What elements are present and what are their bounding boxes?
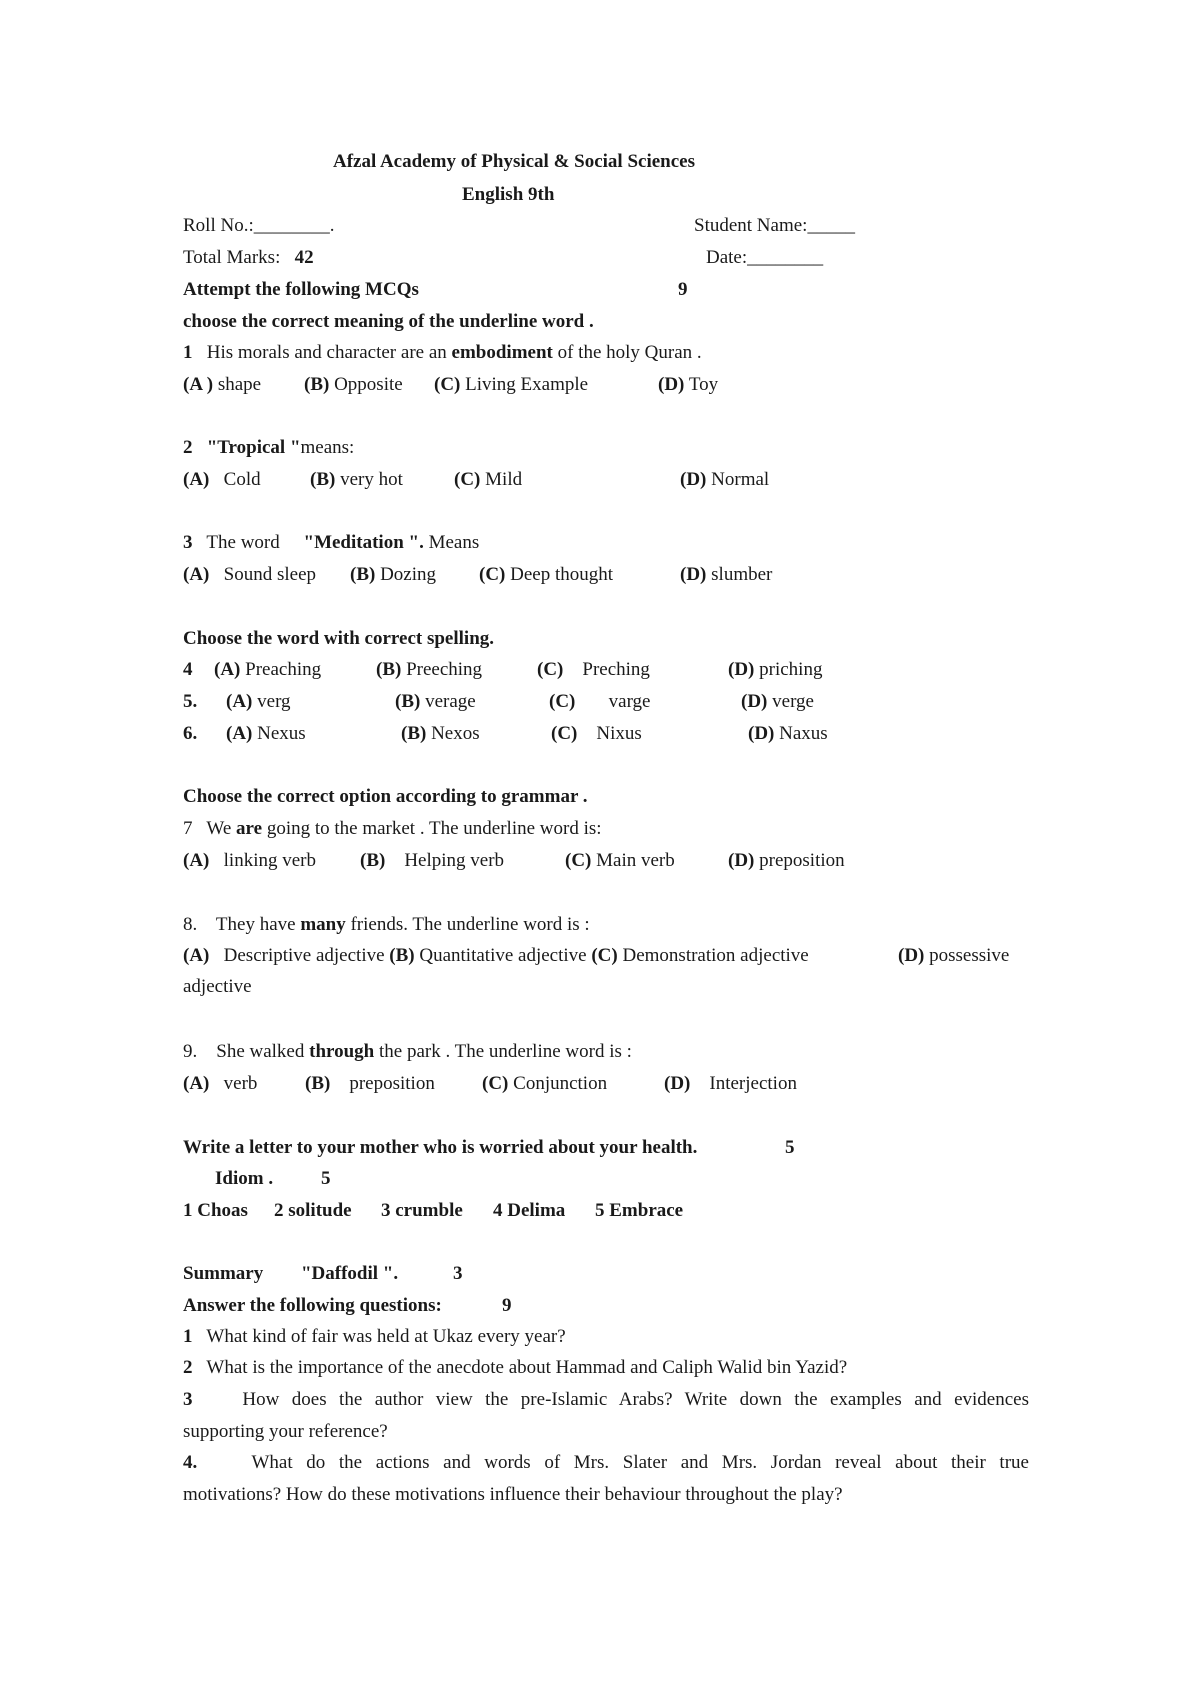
- q7-option-b: (B) Helping verb: [360, 850, 505, 871]
- question-5-number: 5.: [183, 691, 198, 712]
- questions-heading: Answer the following questions:: [183, 1295, 442, 1316]
- spelling-heading: Choose the word with correct spelling.: [183, 628, 495, 649]
- question-9: 9. She walked through the park . The underline word is :: [183, 1041, 632, 1062]
- q2-option-b: (B) very hot: [310, 469, 403, 490]
- q1-option-c: (C) Living Example: [434, 374, 589, 395]
- idiom-item-4: 4 Delima: [493, 1200, 566, 1221]
- q8-option-a: (A) Descriptive adjective: [183, 945, 385, 966]
- q8-option-d-wrap: adjective: [183, 976, 252, 997]
- summary-poem: "Daffodil ".: [301, 1263, 399, 1284]
- letter-task: Write a letter to your mother who is worried about your health.: [183, 1137, 698, 1158]
- q3-option-b: (B) Dozing: [350, 564, 437, 585]
- q8-option-d: (D) possessive: [898, 945, 1010, 966]
- q2-option-a: (A) Cold: [183, 469, 261, 490]
- q1-option-a: (A ) shape: [183, 374, 262, 395]
- q1-option-b: (B) Opposite: [304, 374, 403, 395]
- summary-marks: 3: [453, 1263, 463, 1284]
- q4-option-c: (C) Preching: [537, 659, 650, 680]
- q3-option-a: (A) Sound sleep: [183, 564, 316, 585]
- q8-option-c: (C) Demonstration adjective: [591, 945, 809, 966]
- q5-option-b: (B) verage: [395, 691, 476, 712]
- q9-option-d: (D) Interjection: [664, 1073, 797, 1094]
- q2-option-d: (D) Normal: [680, 469, 770, 490]
- idiom-item-2: 2 solitude: [274, 1200, 352, 1221]
- q1-option-d: (D) Toy: [658, 374, 719, 395]
- q4-option-b: (B) Preeching: [376, 659, 483, 680]
- q5-option-c: (C) varge: [549, 691, 651, 712]
- q7-option-a: (A) linking verb: [183, 850, 316, 871]
- q9-option-b: (B) preposition: [305, 1073, 435, 1094]
- questions-marks: 9: [502, 1295, 512, 1316]
- roll-number-field: Roll No.:________.: [183, 215, 335, 236]
- short-question-4: 4. What do the actions and words of Mrs. Slater and Mrs. Jordan reveal about their true: [183, 1452, 1029, 1473]
- question-4-number: 4: [183, 659, 193, 680]
- mcq-marks: 9: [678, 279, 688, 300]
- q9-option-c: (C) Conjunction: [482, 1073, 608, 1094]
- idiom-marks: 5: [321, 1168, 331, 1189]
- letter-marks: 5: [785, 1137, 795, 1158]
- grammar-heading: Choose the correct option according to grammar .: [183, 786, 588, 807]
- idiom-item-1: 1 Choas: [183, 1200, 248, 1221]
- q6-option-b: (B) Nexos: [401, 723, 480, 744]
- idiom-item-3: 3 crumble: [381, 1200, 463, 1221]
- total-marks: Total Marks: 42: [183, 247, 314, 268]
- q4-option-d: (D) priching: [728, 659, 823, 680]
- question-2: 2 "Tropical "means:: [183, 437, 355, 458]
- question-1: 1 His morals and character are an embodiment of the holy Quran .: [183, 342, 702, 363]
- idiom-item-5: 5 Embrace: [595, 1200, 684, 1221]
- q8-option-b: (B) Quantitative adjective: [389, 945, 587, 966]
- short-question-4-wrap: motivations? How do these motivations influence their behaviour throughout the play?: [183, 1484, 843, 1505]
- question-3: 3 The word "Meditation ". Means: [183, 532, 480, 553]
- q6-option-c: (C) Nixus: [551, 723, 642, 744]
- idiom-heading: Idiom .: [215, 1168, 274, 1189]
- q7-option-d: (D) preposition: [728, 850, 845, 871]
- q7-option-c: (C) Main verb: [565, 850, 675, 871]
- short-question-3: 3 How does the author view the pre-Islamic Arabs? Write down the examples and evidences: [183, 1389, 1029, 1410]
- question-8: 8. They have many friends. The underline word is :: [183, 914, 590, 935]
- q6-option-d: (D) Naxus: [748, 723, 828, 744]
- q4-option-a: (A) Preaching: [214, 659, 322, 680]
- subject-title: English 9th: [462, 184, 555, 205]
- q9-option-a: (A) verb: [183, 1073, 258, 1094]
- summary-heading: Summary: [183, 1263, 264, 1284]
- meaning-instruction: choose the correct meaning of the underline word .: [183, 311, 594, 332]
- question-6-number: 6.: [183, 723, 198, 744]
- short-question-1: 1 What kind of fair was held at Ukaz every year?: [183, 1326, 566, 1347]
- mcq-heading: Attempt the following MCQs: [183, 279, 419, 300]
- institution-title: Afzal Academy of Physical & Social Sciences: [333, 151, 696, 172]
- q5-option-d: (D) verge: [741, 691, 814, 712]
- q6-option-a: (A) Nexus: [226, 723, 306, 744]
- student-name-field: Student Name:_____: [694, 215, 855, 236]
- short-question-3-wrap: supporting your reference?: [183, 1421, 388, 1442]
- date-field: Date:________: [706, 247, 824, 268]
- q2-option-c: (C) Mild: [454, 469, 523, 490]
- q3-option-c: (C) Deep thought: [479, 564, 614, 585]
- short-question-2: 2 What is the importance of the anecdote about Hammad and Caliph Walid bin Yazid?: [183, 1357, 848, 1378]
- q5-option-a: (A) verg: [226, 691, 291, 712]
- q8-options-line: [183, 945, 809, 967]
- question-7: 7 We are going to the market . The underline word is:: [183, 818, 602, 839]
- q3-option-d: (D) slumber: [680, 564, 773, 585]
